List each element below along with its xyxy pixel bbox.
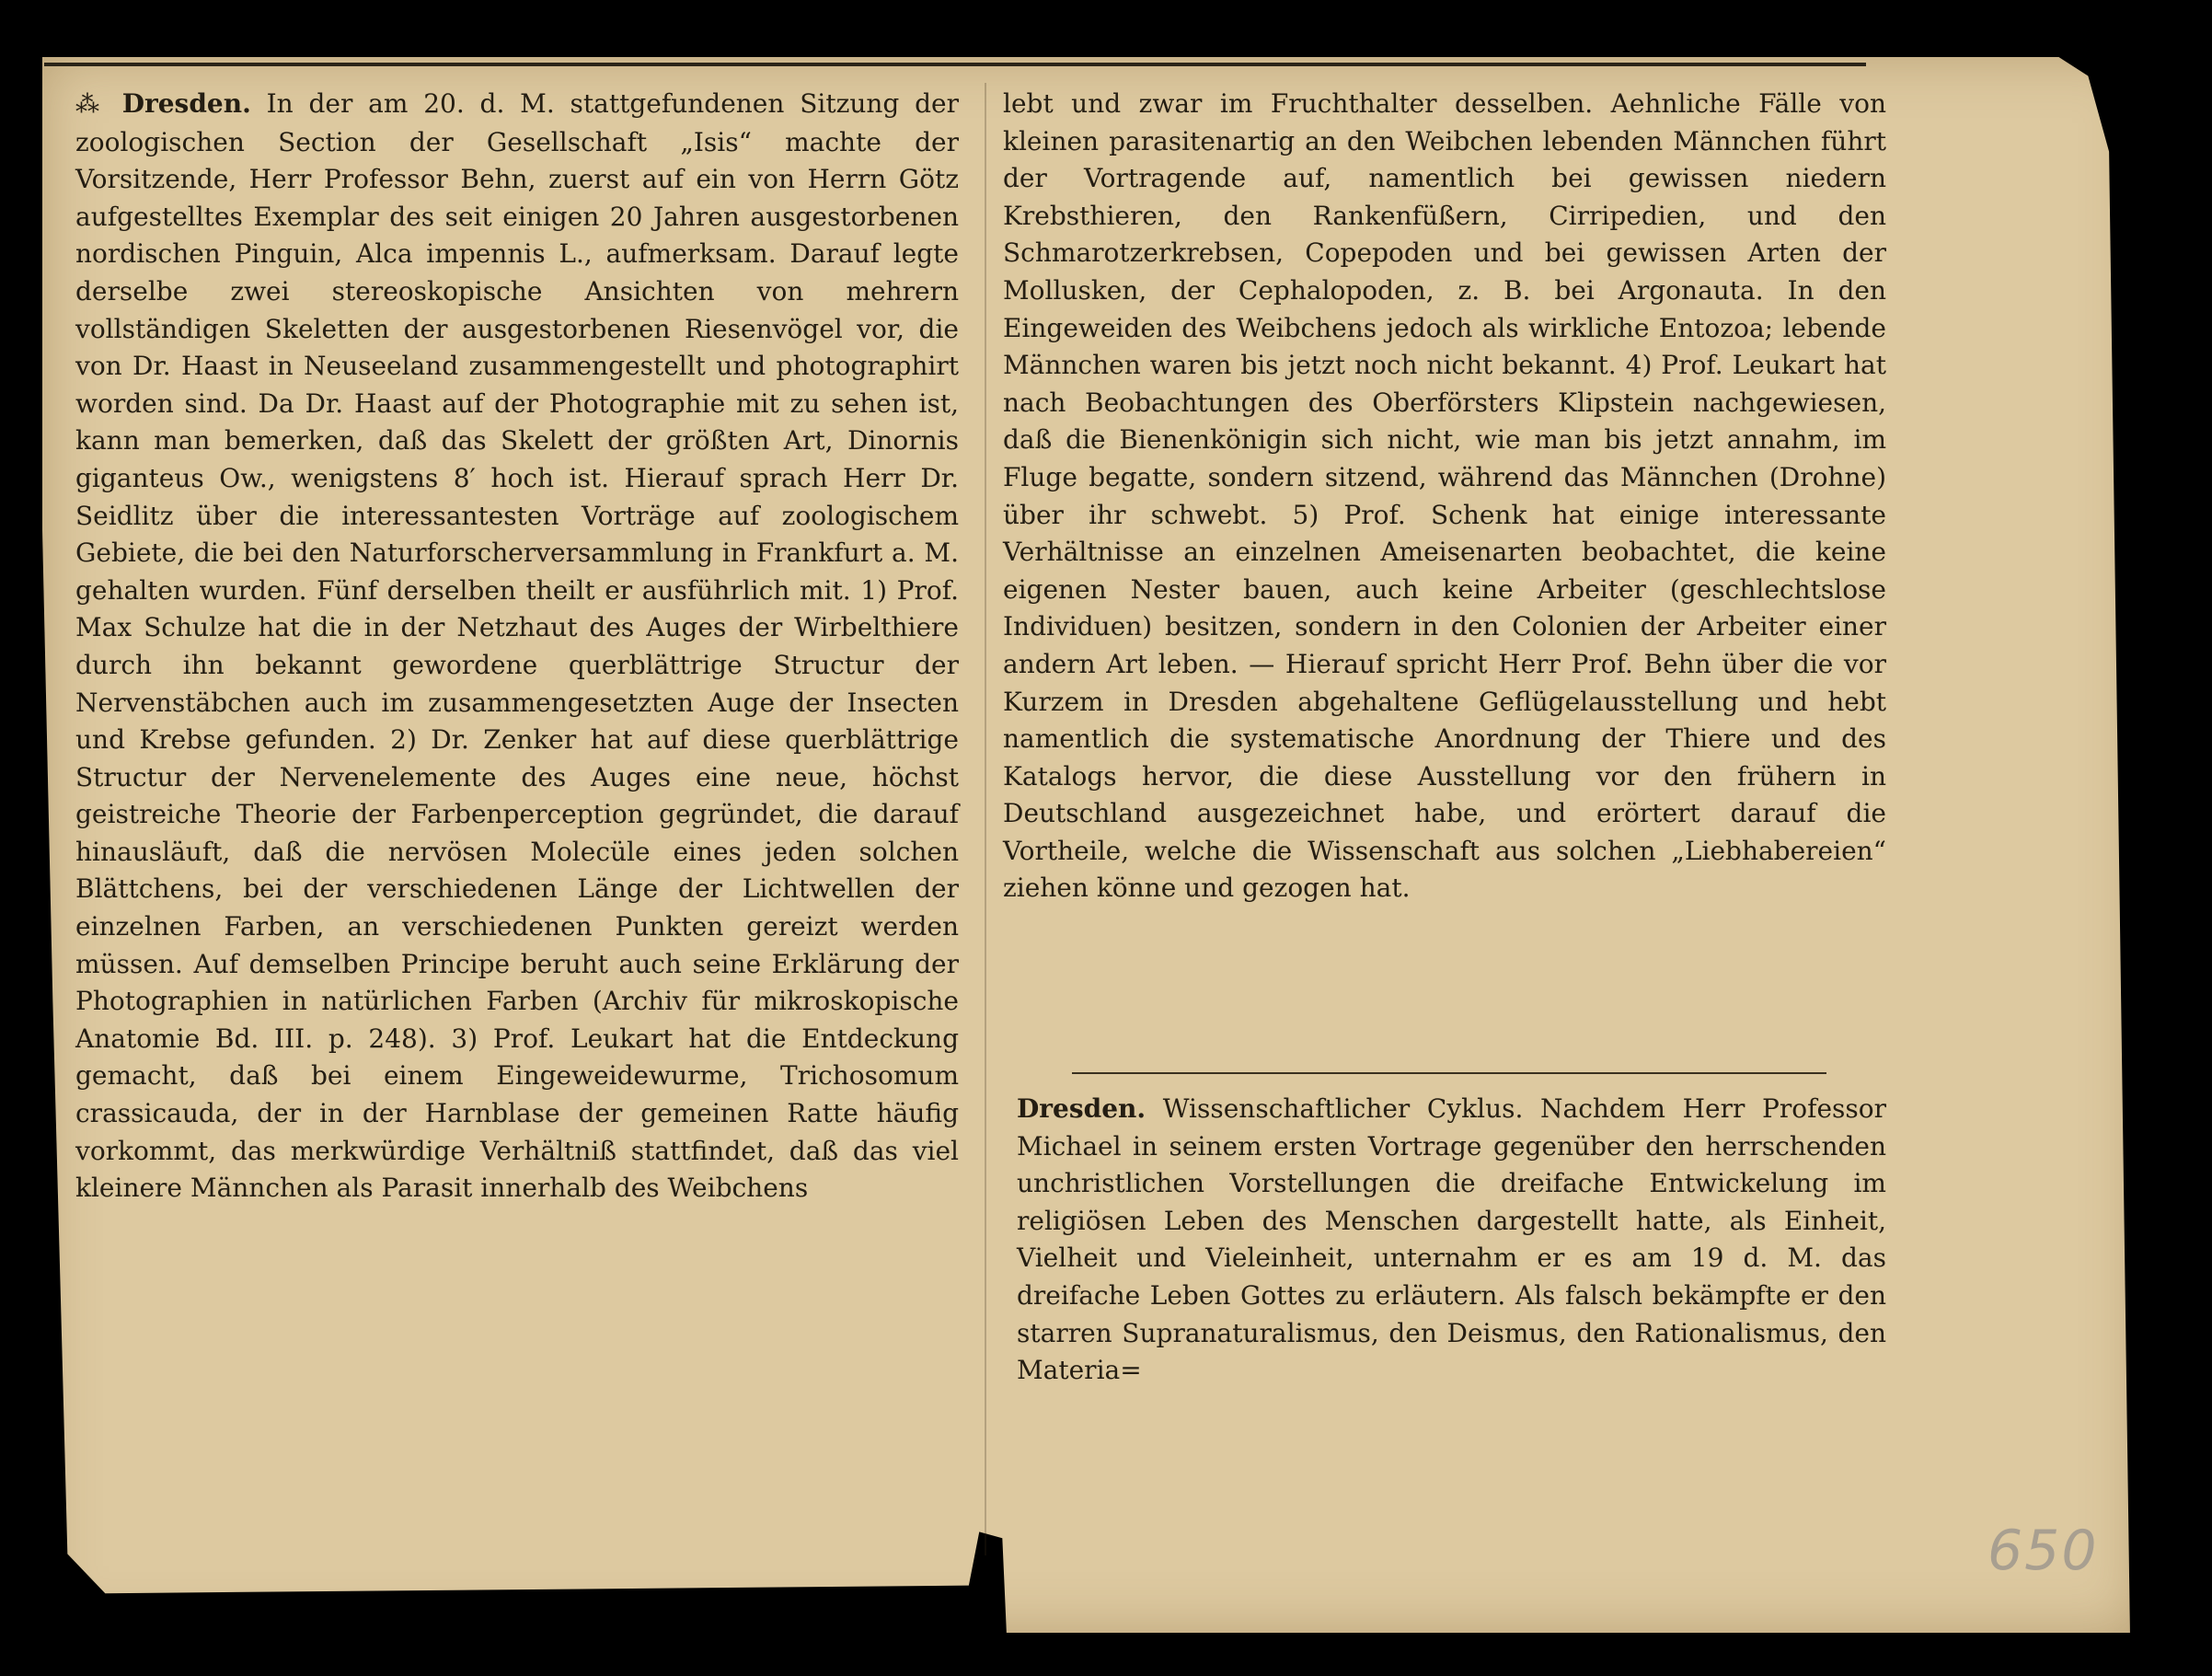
top-rule: [44, 63, 1866, 66]
article-separator: [1072, 1072, 1826, 1074]
asterism-icon: ⁂: [75, 91, 107, 119]
article1-text-col1: In der am 20. d. M. stattgefundenen Sitzung der zoologischen Section der Gesellschaft „Isis“ machte der Vorsitzende, Herr Professor Behn, zuerst auf ein von Herrn Götz aufgestelltes Exemplar des seit einigen 20 Jahren ausgestorbenen nordischen Pinguin, Alca impennis L., aufmerksam. Darauf legte derselbe zwei stereoskopische Ansichten von mehrern vollständigen Skeletten der ausgestorbenen Riesenvögel vor, die von Dr. Haast in Neuseeland zusammengestellt und photographirt worden sind. Da Dr. Haast auf der Photographie mit zu sehen ist, kann man bemerken, daß das Skelett der größten Art, Dinornis giganteus Ow., wenigstens 8′ hoch ist. Hierauf sprach Herr Dr. Seidlitz über die interessantesten Vorträge auf zoologischem Gebiete, die bei den Naturforscherversammlung in Frankfurt a. M. gehalten wurden. Fünf derselben theilt er ausführlich mit. 1) Prof. Max Schulze hat die in der Netzhaut des Auges der Wirbelthiere durch ihn bekannt gewordene querblättrige Structur der Nervenstäbchen auch im zusammengesetzten Auge der Insecten und Krebse gefunden. 2) Dr. Zenker hat auf diese querblättrige Structur der Nervenelemente des Auges eine neue, höchst geistreiche Theorie der Farbenperception gegründet, die darauf hinausläuft, daß die nervösen Molecüle eines jeden solchen Blättchens, bei der verschiedenen Länge der Lichtwellen der einzelnen Farben, an verschiedenen Punkten gereizt werden müssen. Auf demselben Principe beruht auch seine Erklärung der Photographien in natürlichen Farben (Archiv für mikroskopische Anatomie Bd. III. p. 248). 3) Prof. Leukart hat die Entdeckung gemacht, daß bei einem Eingeweidewurme, Trichosomum crassicauda, der in der Harnblase der gemeinen Ratte häufig vorkommt, das merkwürdige Verhältniß stattfindet, daß das viel kleinere Männchen als Parasit innerhalb des Weibchens: [75, 88, 959, 1204]
article1-lead: Dresden.: [121, 88, 251, 119]
article2-paragraph: [1017, 1091, 1886, 1390]
column-divider: [985, 83, 986, 1555]
article1-column2: [1003, 86, 1886, 907]
article1-text-col2: lebt und zwar im Fruchthalter desselben. Aehnliche Fälle von kleinen parasitenartig an den Weibchen lebenden Männchen führt der Vortragende auf, namentlich bei gewissen niedern Krebsthieren, den Rankenfüßern, Cirripedien, und den Schmarotzerkrebsen, Copepoden und bei gewissen Arten der Mollusken, der Cephalopoden, z. B. bei Argonauta. In den Eingeweiden des Weibchens jedoch als wirkliche Entozoa; lebende Männchen waren bis jetzt noch nicht bekannt. 4) Prof. Leukart hat nach Beobachtungen des Oberförsters Klipstein nachgewiesen, daß die Bienenkönigin sich nicht, wie man bis jetzt annahm, im Fluge begatte, sondern sitzend, während das Männchen (Drohne) über ihr schwebt. 5) Prof. Schenk hat einige interessante Verhältnisse an einzelnen Ameisenarten beobachtet, die keine eigenen Nester bauen, auch keine Arbeiter (geschlechtslose Individuen) besitzen, sondern in den Colonien der Arbeiter einer andern Art leben. — Hierauf spricht Herr Prof. Behn über die vor Kurzem in Dresden abgehaltene Geflügelausstellung und hebt namentlich die systematische Anordnung der Thiere und des Katalogs hervor, die diese Ausstellung vor den frühern in Deutschland ausgezeichnet habe, und erörtert darauf die Vortheile, welche die Wissenschaft aus solchen „Liebhabereien“ ziehen könne und gezogen hat.: [1003, 88, 1886, 904]
pencil-annotation: 650: [1987, 1519, 2099, 1583]
article1-paragraph: [75, 86, 959, 1208]
article2-text: Wissenschaftlicher Cyklus. Nachdem Herr Professor Michael in seinem ersten Vortrage gegenüber den herrschenden unchristlichen Vorstellungen die dreifache Entwickelung im religiösen Leben des Menschen dargestellt hatte, als Einheit, Vielheit und Vieleinheit, unternahm er es am 19 d. M. das dreifache Leben Gottes zu erläutern. Als falsch bekämpfte er den starren Supranaturalismus, den Deismus, den Rationalismus, den Materia=: [1017, 1093, 1886, 1386]
article2-column: [1017, 1091, 1886, 1390]
article2-lead: Dresden.: [1017, 1093, 1146, 1124]
article1-column1: [75, 86, 959, 1208]
